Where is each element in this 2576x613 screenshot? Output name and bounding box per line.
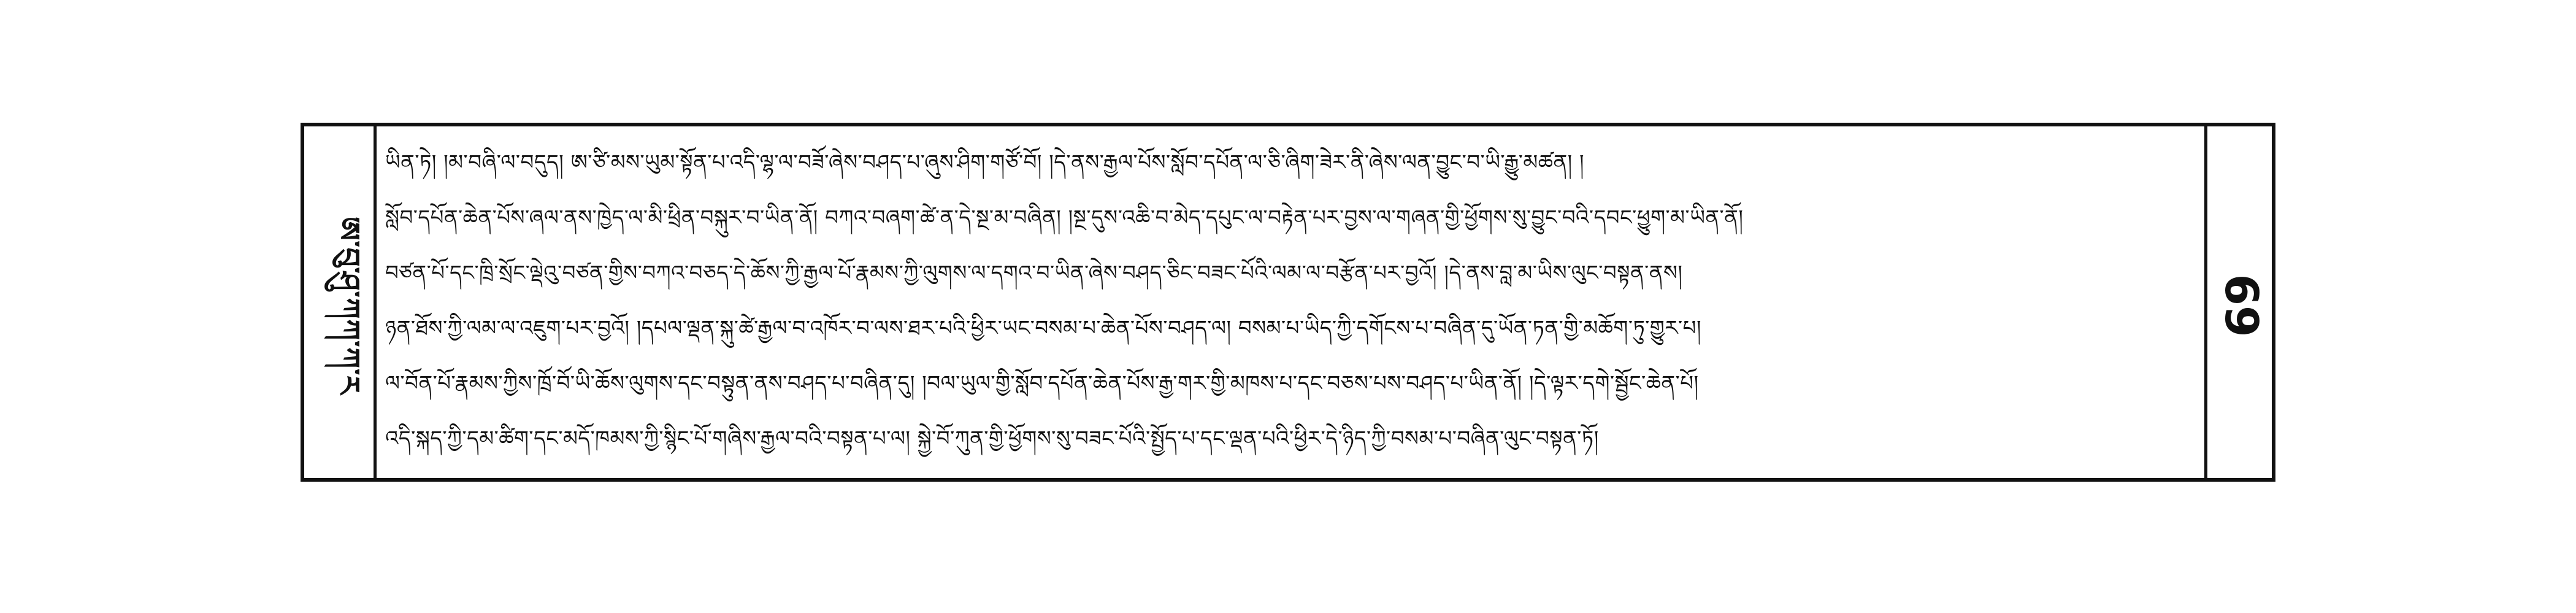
text-line-6: འདི་སྐད་ཀྱི་དམ་ཚིག་དང་མདོ་ཁམས་ཀྱི་སྙིང་པོ་གཞིས་རྒྱལ་བའི་བསྟན་པ་ལ། སྐྱེ་བོ་ཀུན་གྱི་ཕྱོགས་སུ་བཟང་པོའི་སྤྱོད་པ་དང་ལྡན་པའི་ཕྱིར་དེ་ཉིད་ཀྱི་བསམ་པ་བཞིན་ལུང་བསྟན་ཏོ། xyxy=(385,426,1599,451)
text-line-5: ལ་བོན་པོ་རྣམས་ཀྱིས་ཁྲོ་བོ་ཡི་ཆོས་ལུགས་དང་བསྟུན་ནས་བཤད་པ་བཞིན་དུ། །བལ་ཡུལ་གྱི་སློབ་དཔོན་ཆེན་པོས་རྒྱ་གར་གྱི་མཁས་པ་དང་བཅས་པས་བཤད་པ་ཡིན་ནོ། །དེ་ལྟར་དགེ་སྦྱོང་ཆེན་པོ། xyxy=(385,371,1699,396)
left-margin xyxy=(304,126,377,478)
right-margin xyxy=(2204,126,2272,478)
manuscript-folio xyxy=(301,123,2275,482)
page-number: 69 xyxy=(2215,274,2267,337)
text-block xyxy=(385,135,2206,472)
text-line-2: སློབ་དཔོན་ཆེན་པོས་ཞལ་ནས་ཁྱེད་ལ་མི་ཕྲིན་བསྐུར་བ་ཡིན་ནོ། བཀའ་བཞག་ཚེ་ན་དེ་སྔ་མ་བཞིན། །སྔ་དུས་འཆི་བ་མེད་དཔུང་ལ་བརྟེན་པར་བྱས་ལ་གཞན་གྱི་ཕྱོགས་སུ་བྱུང་བའི་དབང་ཕྱུག་མ་ཡིན་ནོ། xyxy=(385,206,1744,230)
text-line-3: བཙན་པོ་དང་ཁྲི་སྲོང་ལྡེའུ་བཙན་གྱིས་བཀའ་བཅད་དེ་ཆོས་ཀྱི་རྒྱལ་པོ་རྣམས་ཀྱི་ལུགས་ལ་དགའ་བ་ཡིན་ཞེས་བཤད་ཅིང་བཟང་པོའི་ལམ་ལ་བརྩོན་པར་བྱའོ། །དེ་ནས་བླ་མ་ཡིས་ལུང་བསྟན་ནས། xyxy=(385,261,1683,285)
text-line-1: ཡིན་ཏེ། །མ་བཞི་ལ་བདུད། ཨ་ཙི་མས་ཡུམ་སྟོན་པ་འདི་ལྷ་ལ་བཟོ་ཞེས་བཤད་པ་ཞུས་ཤིག་གཙོ་བོ། །དེ་ནས་རྒྱལ་པོས་སློབ་དཔོན་ལ་ཅི་ཞིག་ཟེར་ནི་ཞེས་ལན་བྱུང་བ་ཡི་རྒྱུ་མཚན། ། xyxy=(385,150,1585,175)
margin-title: ཨ་བུ་ཤུ་ཀཀ་ཀ་ར xyxy=(331,217,366,395)
text-line-4: ཉན་ཐོས་ཀྱི་ལམ་ལ་འཇུག་པར་བྱའོ། །དཔལ་ལྡན་སྐུ་ཚེ་རྒྱལ་བ་འཁོར་བ་ལས་ཐར་པའི་ཕྱིར་ཡང་བསམ་པ་ཆེན་པོས་བཤད་ལ། བསམ་པ་ཡིད་ཀྱི་དགོངས་པ་བཞིན་དུ་ཡོན་ཏན་གྱི་མཆོག་ཏུ་གྱུར་པ། xyxy=(385,316,1702,341)
